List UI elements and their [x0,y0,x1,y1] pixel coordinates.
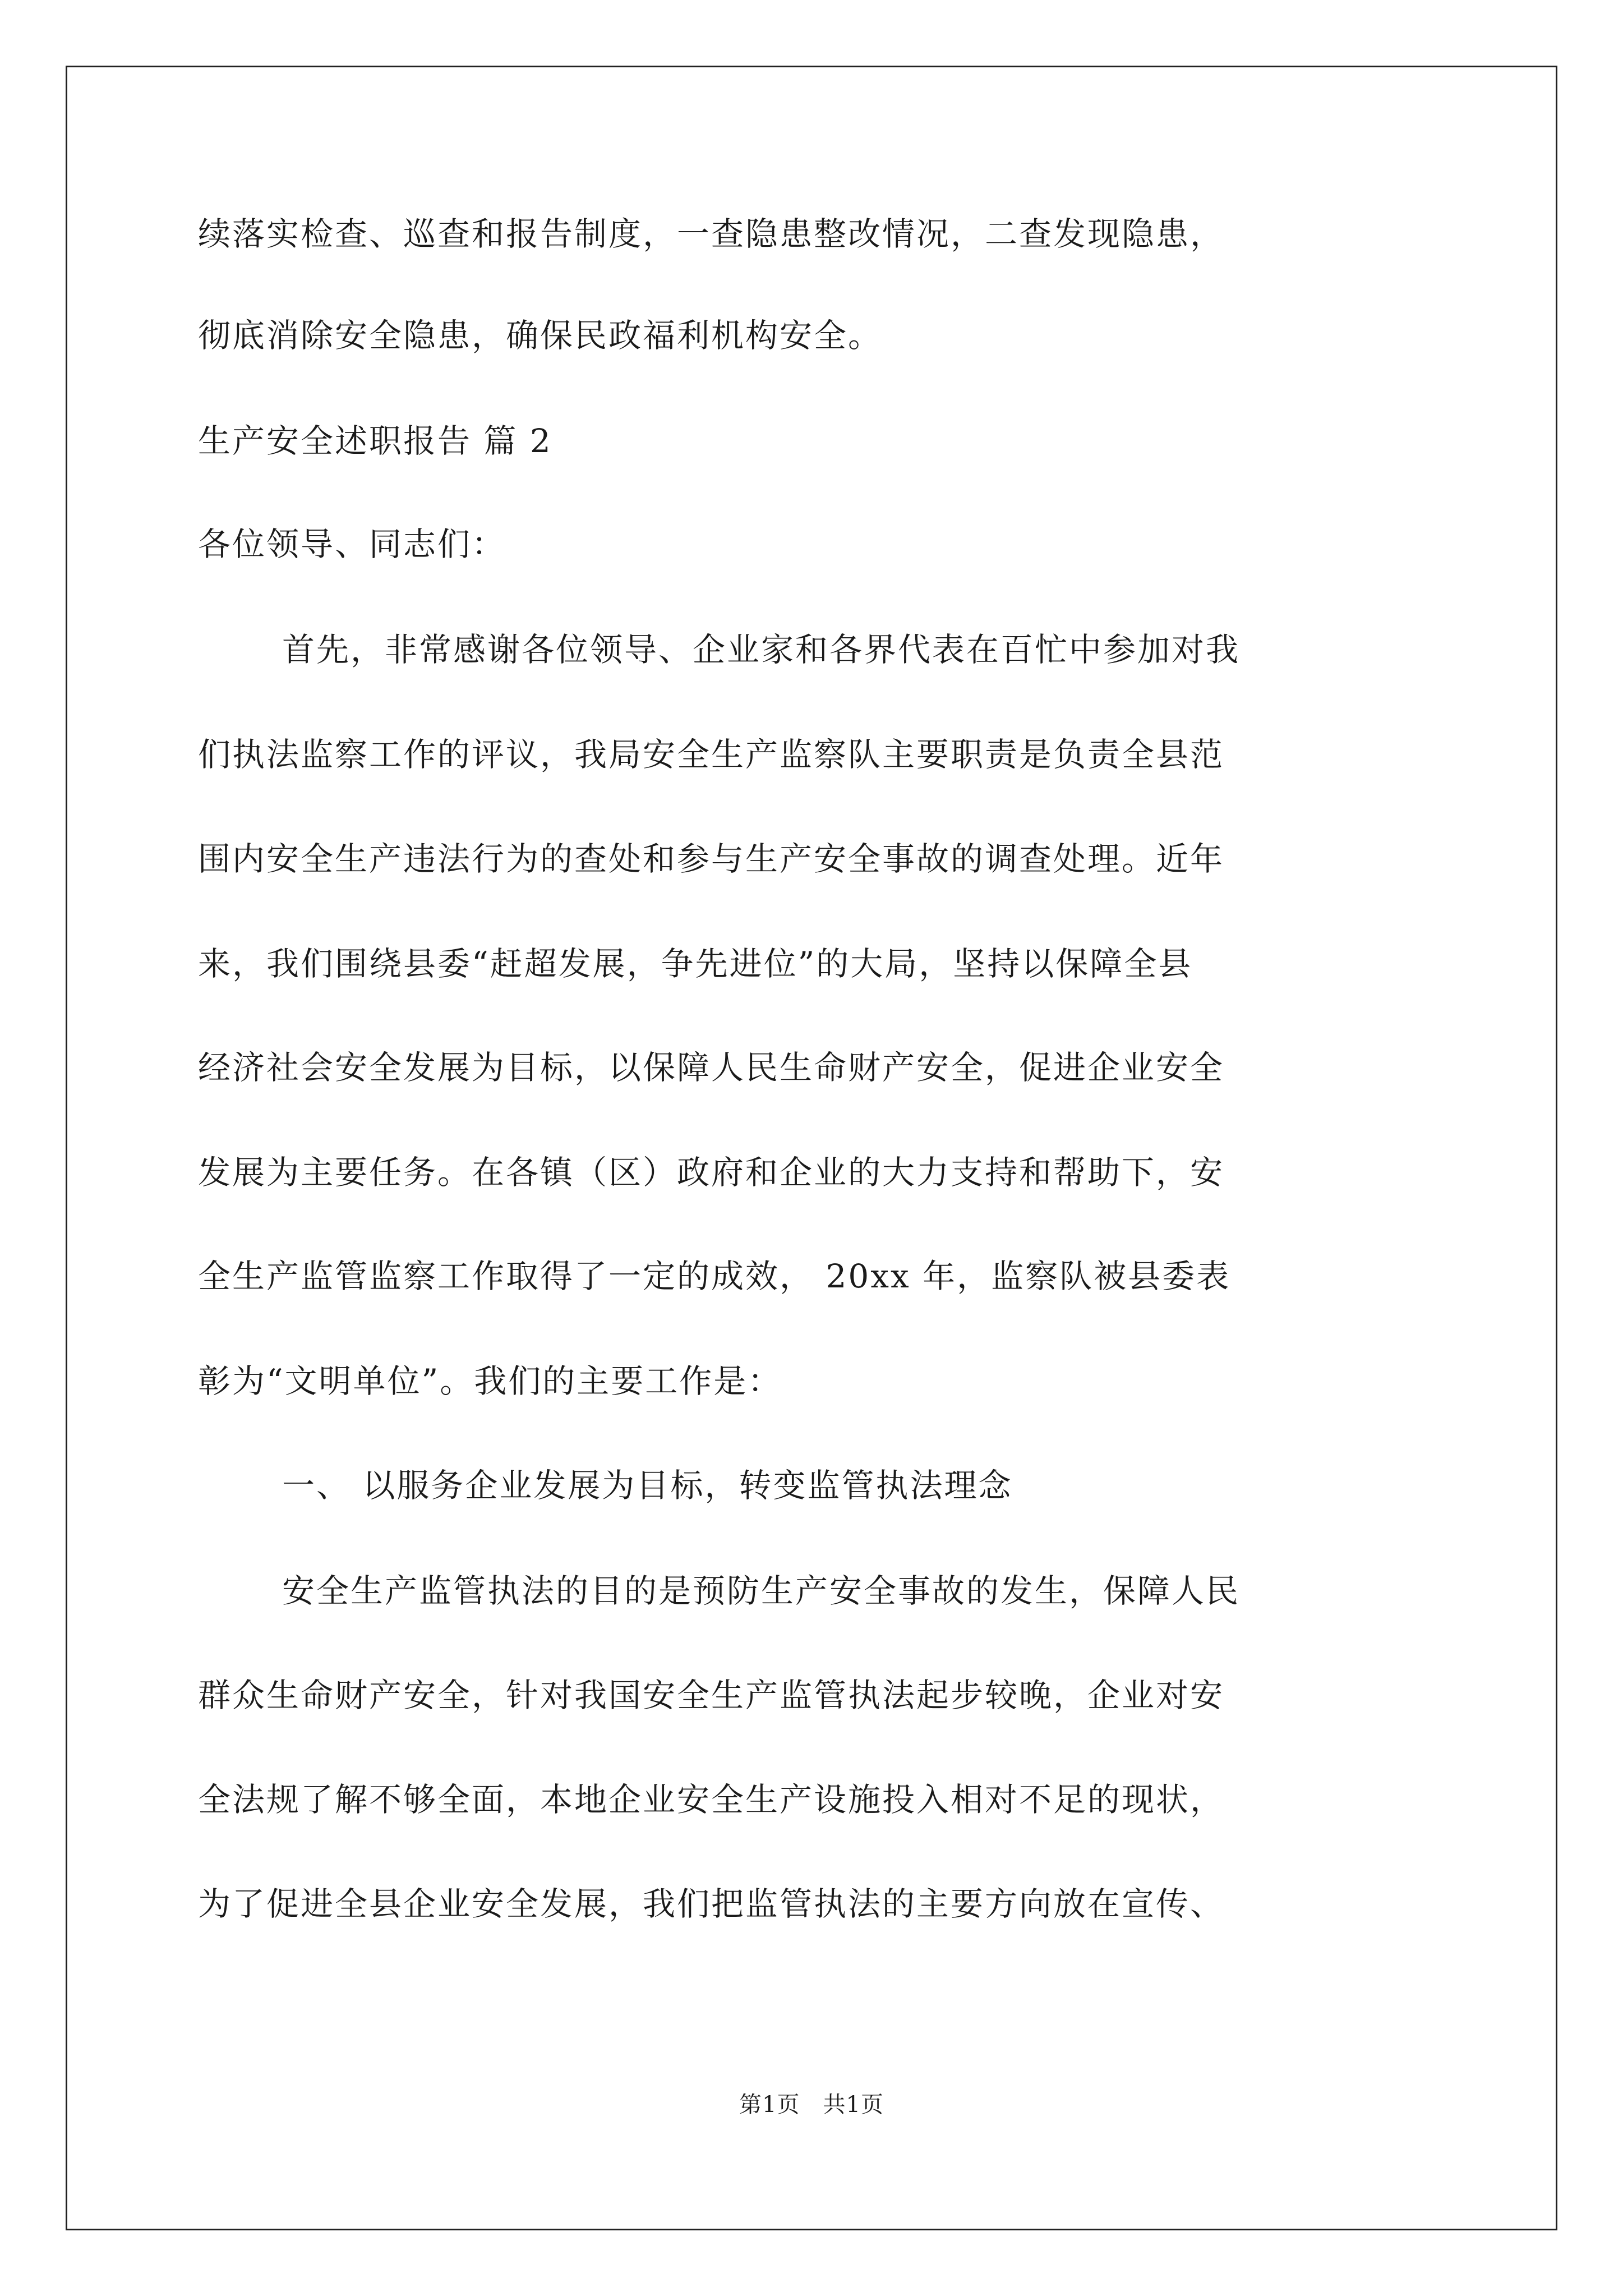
subsection-heading: 一、 以服务企业发展为目标，转变监管执法理念 [282,1466,1013,1504]
body-line: 为了促进全县企业安全发展，我们把监管执法的主要方向放在宣传、 [198,1885,1225,1923]
body-line: 来，我们围绕县委“赶超发展，争先进位”的大局，坚持以保障全县 [198,945,1193,983]
body-line: 经济社会安全发展为目标，以保障人民生命财产安全，促进企业安全 [198,1048,1225,1087]
body-line: 彰为“文明单位”。我们的主要工作是： [198,1362,782,1400]
body-line: 续落实检查、巡查和报告制度，一查隐患整改情况，二查发现隐患， [198,215,1225,253]
body-line: 们执法监察工作的评议，我局安全生产监察队主要职责是负责全县范 [198,735,1225,774]
body-line: 安全生产监管执法的目的是预防生产安全事故的发生，保障人民 [282,1572,1241,1610]
body-line: 全生产监管监察工作取得了一定的成效， 20xx 年，监察队被县委表 [198,1257,1231,1295]
salutation: 各位领导、同志们： [198,525,506,563]
body-line: 全法规了解不够全面，本地企业安全生产设施投入相对不足的现状， [198,1780,1225,1819]
body-line: 群众生命财产安全，针对我国安全生产监管执法起步较晚，企业对安 [198,1676,1225,1714]
body-line: 围内安全生产违法行为的查处和参与生产安全事故的调查处理。近年 [198,840,1225,878]
body-line: 发展为主要任务。在各镇（区）政府和企业的大力支持和帮助下，安 [198,1153,1225,1191]
page-footer: 第1页 共1页 [739,2092,884,2118]
body-line: 彻底消除安全隐患，确保民政福利机构安全。 [198,316,883,355]
section-heading: 生产安全述职报告 篇 2 [198,422,552,460]
body-line: 首先，非常感谢各位领导、企业家和各界代表在百忙中参加对我 [282,631,1241,669]
